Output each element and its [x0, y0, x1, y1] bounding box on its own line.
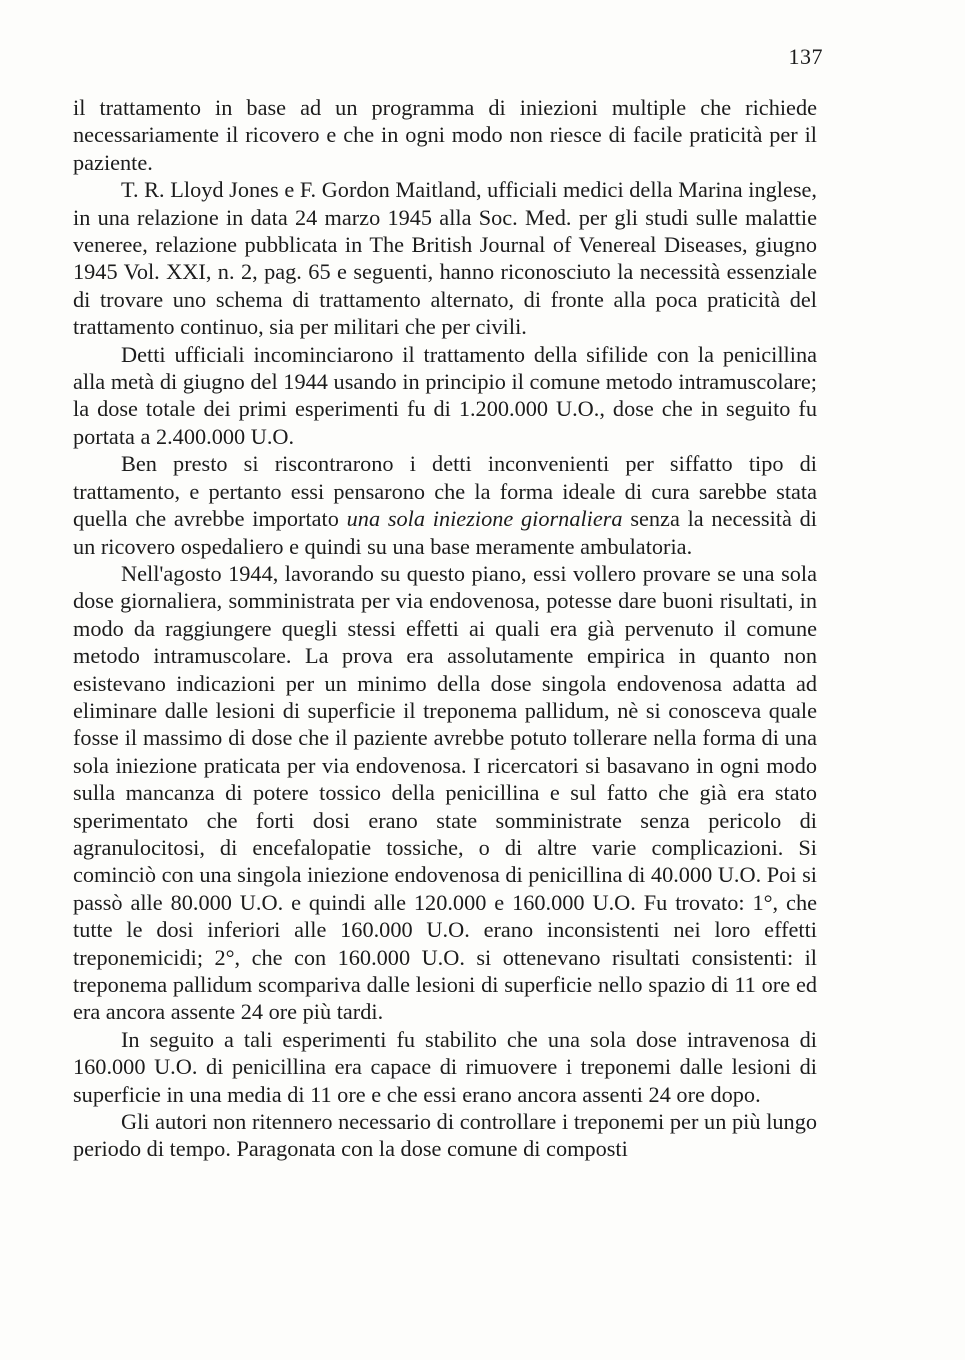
page-number: 137	[788, 44, 823, 69]
paragraph-3: Detti ufficiali incominciarono il trattamento della sifilide con la penicillina alla metà di giugno del 1944 usando in principio il comune metodo intramuscolare; la dose totale dei primi esperimenti fu di 1.200.000 U.O., dose che in seguito fu portata a 2.400.000 U.O.	[73, 341, 817, 449]
paragraph-2: T. R. Lloyd Jones e F. Gordon Maitland, ufficiali medici della Marina inglese, in una relazione in data 24 marzo 1945 alla Soc. Med. per gli studi sulle malattie veneree, relazione pubblicata in The British Journal of Venereal Diseases, giugno 1945 Vol. XXI, n. 2, pag. 65 e seguenti, hanno riconosciuto la necessità essenziale di trovare uno schema di trattamento alternato, di fronte alla poca praticità del trattamento continuo, sia per militari che per civili.	[73, 177, 817, 340]
paragraph-5: Nell'agosto 1944, lavorando su questo piano, essi vollero provare se una sola dose giornaliera, somministrata per via endovenosa, potesse dare buoni risultati, in modo da raggiungere quegli stessi effetti ai quali era già pervenuto il comune metodo intramuscolare. La prova era assolutamente empirica in quanto non esistevano indicazioni per un minimo della dose singola endovenosa adatta ad eliminare dalle lesioni di superficie il treponema pallidum, nè si conosceva quale fosse il massimo di dose che il paziente avrebbe potuto tollerare nella forma di una sola iniezione praticata per via endovenosa. I ricercatori si basavano in ogni modo sulla mancanza di potere tossico della penicillina e sul fatto che già era stato sperimentato che forti dosi erano state somministrate senza pericolo di agranulocitosi, di encefalopatie tossiche, o di altre varie complicazioni. Si cominciò con una singola iniezione endovenosa di penicillina di 40.000 U.O. Poi si passò alle 80.000 U.O. e quindi alle 120.000 e 160.000 U.O. Fu trovato: 1°, che tutte le dosi inferiori alle 160.000 U.O. erano inconsistenti nei loro effetti treponemicidi; 2°, che con 160.000 U.O. si ottenevano risultati consistenti: il treponema pallidum scompariva dalle lesioni di superficie nello spazio di 11 ore ed era ancora assente 24 ore più tardi.	[73, 560, 817, 1025]
body-text	[73, 94, 817, 1163]
paragraph-1: il trattamento in base ad un programma di iniezioni multiple che richiede necessariamente il ricovero e che in ogni modo non riesce di facile praticità per il paziente.	[73, 95, 817, 175]
paragraph-4-text-after: senza la necessità di un ricovero ospedaliero e quindi su una base meramente ambulatoria.	[73, 506, 817, 559]
paragraph-4	[73, 450, 817, 560]
paragraph-4-text-before: Ben presto si riscontrarono i detti inconvenienti per siffatto tipo di trattamento, e pertanto essi pensarono che la forma ideale di cura sarebbe stata quella che avrebbe importato	[73, 451, 817, 532]
paragraph-4-italic-phrase: una sola iniezione giornaliera	[346, 506, 623, 532]
paragraph-6: In seguito a tali esperimenti fu stabilito che una sola dose intravenosa di 160.000 U.O. di penicillina era capace di rimuovere i treponemi dalle lesioni di superficie in una media di 11 ore e che essi erano ancora assenti 24 ore dopo.	[73, 1026, 817, 1107]
paragraph-7: Gli autori non ritennero necessario di controllare i treponemi per un più lungo periodo di tempo. Paragonata con la dose comune di composti	[73, 1109, 817, 1162]
